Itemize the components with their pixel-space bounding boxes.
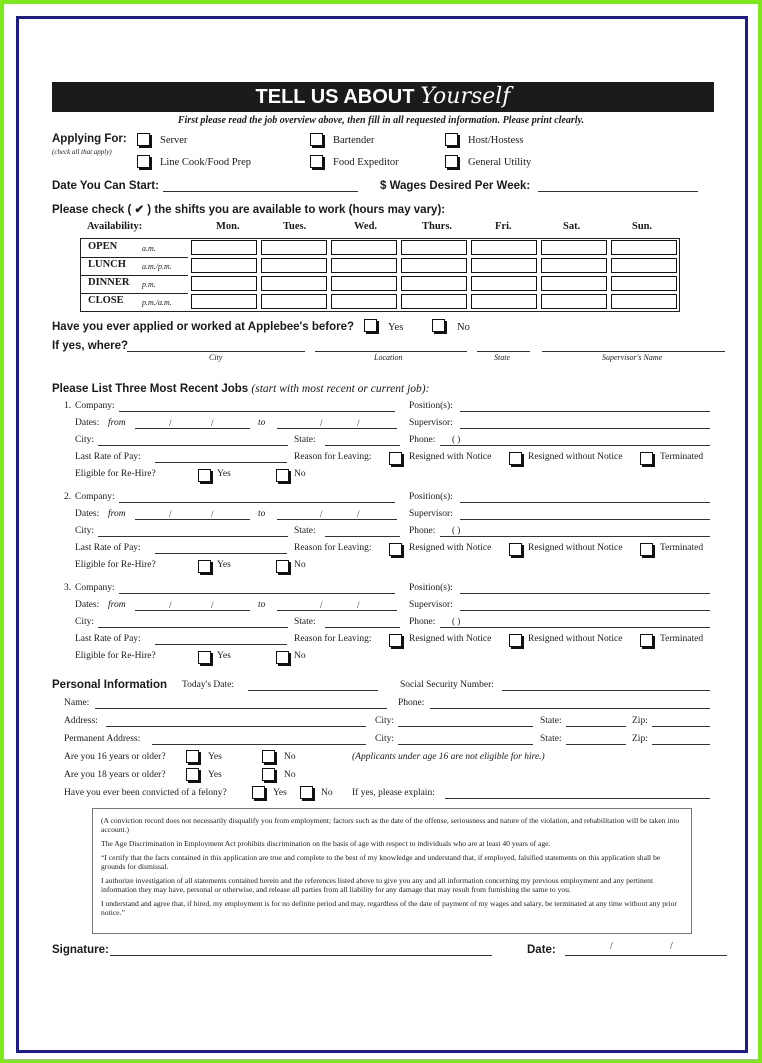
address-state-label: State: [540,734,562,744]
shift-name: OPEN [88,241,118,252]
shift-cell-open-0[interactable] [191,240,257,255]
general-utility-label: General Utility [468,157,532,168]
server-label: Server [160,135,188,146]
dates-label: Dates: [75,600,100,610]
resigned-without-label: Resigned without Notice [528,634,623,644]
date-slash: / [670,941,673,952]
from-date-field[interactable] [135,610,250,611]
address-state-label: State: [540,716,562,726]
supervisor-label: Supervisor: [409,509,453,519]
shifts-prompt: Please check ( ✔ ) the shifts you are available to work (hours may vary): [52,204,446,216]
felony-yes-checkbox[interactable] [252,786,265,799]
shift-cell-close-4[interactable] [471,294,537,309]
age16-yes-label: Yes [208,752,222,762]
shift-time: a.m. [142,244,156,253]
address-city-field[interactable] [398,744,533,745]
resigned-notice-checkbox[interactable] [389,452,402,465]
applying-for-label: Applying For: [52,133,127,145]
prior-question: Have you ever applied or worked at Applebee's before? [52,321,355,333]
city-field[interactable] [98,445,288,446]
explain-field[interactable] [445,798,710,799]
day-header: Sun. [632,221,653,232]
state-field[interactable] [325,445,400,446]
shift-cell-close-3[interactable] [401,294,467,309]
shift-cell-lunch-2[interactable] [331,258,397,273]
felony-no-label: No [321,788,333,798]
server-checkbox[interactable] [137,133,150,146]
resigned-without-notice-checkbox[interactable] [509,543,522,556]
shift-name: LUNCH [88,259,126,270]
resigned-without-label: Resigned without Notice [528,543,623,553]
disclaimer-at-will: I understand and agree that, if hired, my employment is for no definite period and may, regardless of the date of payment of my wages and salary, be terminated at any time without any prior notice.” [101,899,677,917]
shift-cell-dinner-6[interactable] [611,276,677,291]
shift-name: DINNER [88,277,130,288]
shift-cell-dinner-4[interactable] [471,276,537,291]
shift-cell-close-6[interactable] [611,294,677,309]
state-label: State: [294,617,316,627]
shift-cell-close-2[interactable] [331,294,397,309]
to-date-field[interactable] [277,610,397,611]
where-supervisor-field[interactable] [542,351,725,352]
state-label: State: [294,435,316,445]
today-date-field[interactable] [248,690,378,691]
terminated-checkbox[interactable] [640,543,653,556]
age16-yes-checkbox[interactable] [186,750,199,763]
position-label: Position(s): [409,583,453,593]
state-label: State: [294,526,316,536]
supervisor-field[interactable] [460,610,710,611]
address-city-field[interactable] [398,726,533,727]
availability-label: Availability: [87,221,143,232]
job-number: 3. [64,583,72,593]
area-code-parens: ( ) [452,616,461,626]
company-label: Company: [75,492,115,502]
rate-label: Last Rate of Pay: [75,634,141,644]
date-slash: / [211,509,214,519]
terminated-checkbox[interactable] [640,634,653,647]
age16-label: Are you 16 years or older? [64,752,166,762]
bartender-checkbox[interactable] [310,133,323,146]
city-label: City: [75,435,95,445]
address-zip-field[interactable] [652,744,710,745]
state-field[interactable] [325,627,400,628]
dates-label: Dates: [75,418,100,428]
rehire-yes-checkbox[interactable] [198,469,211,482]
disclaimer-box [92,808,692,934]
shift-time: a.m./p.m. [142,262,172,271]
rate-label: Last Rate of Pay: [75,543,141,553]
address-state-field[interactable] [566,726,626,727]
date-slash: / [169,509,172,519]
dates-label: Dates: [75,509,100,519]
company-label: Company: [75,583,115,593]
address-zip-label: Zip: [632,734,648,744]
shift-cell-lunch-4[interactable] [471,258,537,273]
date-slash: / [610,941,613,952]
supervisor-field[interactable] [460,428,710,429]
city-field[interactable] [98,627,288,628]
address-city-label: City: [375,734,395,744]
disclaimer-conviction: (A conviction record does not necessarily disqualify you from employment; factors such as the date of the offense, seriousness and nature of the violation, and rehabilitation will be taken into account.) [101,816,680,834]
start-date-field[interactable] [163,191,358,192]
address-zip-label: Zip: [632,716,648,726]
wages-field[interactable] [538,191,698,192]
signature-date-label: Date: [527,944,556,956]
phone-field[interactable] [440,627,710,628]
shift-cell-lunch-6[interactable] [611,258,677,273]
supervisor-label: Supervisor: [409,600,453,610]
date-slash: / [169,418,172,428]
from-label: from [108,509,126,519]
shift-time: p.m./a.m. [142,298,172,307]
row-divider [81,275,188,276]
line-cook-checkbox[interactable] [137,155,150,168]
supervisor-label: Supervisor: [409,418,453,428]
address-state-field[interactable] [566,744,626,745]
city-sublabel: City [209,353,223,362]
company-label: Company: [75,401,115,411]
rehire-no-checkbox[interactable] [276,469,289,482]
ssn-label: Social Security Number: [400,680,494,690]
row-divider [81,293,188,294]
company-field[interactable] [119,411,395,412]
line-cook-label: Line Cook/Food Prep [160,157,251,168]
where-city-field[interactable] [127,351,305,352]
shift-cell-dinner-3[interactable] [401,276,467,291]
rehire-label: Eligible for Re-Hire? [75,560,156,570]
phone-label: Phone: [409,435,436,445]
date-slash: / [357,600,360,610]
day-header: Tues. [283,221,307,232]
where-location-field[interactable] [315,351,467,352]
shift-cell-dinner-2[interactable] [331,276,397,291]
address-field[interactable] [106,726,366,727]
ssn-field[interactable] [502,690,710,691]
shift-cell-lunch-3[interactable] [401,258,467,273]
date-slash: / [169,600,172,610]
rate-field[interactable] [155,553,287,554]
resigned-notice-label: Resigned with Notice [409,543,492,553]
position-label: Position(s): [409,401,453,411]
supervisor-field[interactable] [460,519,710,520]
resigned-notice-label: Resigned with Notice [409,452,492,462]
area-code-parens: ( ) [452,434,461,444]
resigned-notice-label: Resigned with Notice [409,634,492,644]
date-slash: / [357,418,360,428]
age-note: (Applicants under age 16 are not eligible for hire.) [352,752,545,762]
city-field[interactable] [98,536,288,537]
age16-no-checkbox[interactable] [262,750,275,763]
phone-label: Phone: [398,698,425,708]
applying-note: (check all that apply) [52,148,112,156]
resigned-notice-checkbox[interactable] [389,634,402,647]
address-city-label: City: [375,716,395,726]
position-label: Position(s): [409,492,453,502]
rehire-yes-label: Yes [217,560,231,570]
host-label: Host/Hostess [468,135,524,146]
date-slash: / [211,418,214,428]
phone-field[interactable] [440,536,710,537]
to-label: to [258,509,266,519]
age18-yes-checkbox[interactable] [186,768,199,781]
today-date-label: Today's Date: [182,680,234,690]
date-slash: / [320,418,323,428]
food-expeditor-checkbox[interactable] [310,155,323,168]
rehire-yes-checkbox[interactable] [198,651,211,664]
signature-date-field[interactable] [565,955,727,956]
rehire-label: Eligible for Re-Hire? [75,651,156,661]
date-slash: / [320,509,323,519]
rate-label: Last Rate of Pay: [75,452,141,462]
signature-field[interactable] [110,955,492,956]
signature-label: Signature: [52,944,109,956]
age18-label: Are you 18 years or older? [64,770,166,780]
name-label: Name: [64,698,90,708]
position-field[interactable] [460,502,710,503]
title-script: Yourself [420,84,511,109]
company-field[interactable] [119,502,395,503]
disclaimer-certify: “I certify that the facts contained in this application are true and complete to the best of my knowledge and understand that, if employed, falsified statements on this application shall be grounds for dismissal. [101,853,661,871]
prior-yes-label: Yes [388,322,404,333]
disclaimer-authorize: I authorize investigation of all statements contained herein and the references listed above to give you any and all information concerning my previous employment and any pertinent information they may have, personal or otherwise, and release all parties from all liability for any damage that may result from furnishing the same to you. [101,876,654,894]
rehire-no-label: No [294,560,306,570]
explain-label: If yes, please explain: [352,788,435,798]
job-number: 2. [64,492,72,502]
from-label: from [108,600,126,610]
wages-label: $ Wages Desired Per Week: [380,180,531,192]
address-zip-field[interactable] [652,726,710,727]
city-label: City: [75,526,95,536]
reason-label: Reason for Leaving: [294,543,372,553]
phone-label: Phone: [409,526,436,536]
day-header: Mon. [216,221,240,232]
shift-cell-close-0[interactable] [191,294,257,309]
rehire-label: Eligible for Re-Hire? [75,469,156,479]
shift-cell-close-5[interactable] [541,294,607,309]
shift-cell-lunch-5[interactable] [541,258,607,273]
day-header: Wed. [354,221,378,232]
food-expeditor-label: Food Expeditor [333,157,399,168]
perm-address-field[interactable] [152,744,366,745]
terminated-checkbox[interactable] [640,452,653,465]
area-code-parens: ( ) [452,525,461,535]
shift-time: p.m. [142,280,156,289]
rate-field[interactable] [155,644,287,645]
resigned-without-label: Resigned without Notice [528,452,623,462]
where-label: If yes, where? [52,340,129,352]
start-date-label: Date You Can Start: [52,180,159,192]
date-slash: / [357,509,360,519]
disclaimer-age: The Age Discrimination in Employment Act prohibits discrimination on the basis of age with respect to individuals who are at least 40 years of age. [101,839,551,848]
perm-address-label: Permanent Address: [64,734,141,744]
shift-cell-dinner-1[interactable] [261,276,327,291]
reason-label: Reason for Leaving: [294,452,372,462]
day-header: Fri. [495,221,512,232]
company-field[interactable] [119,593,395,594]
rehire-yes-label: Yes [217,469,231,479]
row-divider [81,257,188,258]
prior-no-checkbox[interactable] [432,319,445,332]
age18-no-label: No [284,770,296,780]
state-field[interactable] [325,536,400,537]
age16-no-label: No [284,752,296,762]
terminated-label: Terminated [660,452,704,462]
jobs-heading-note: (start with most recent or current job): [251,383,430,395]
position-field[interactable] [460,593,710,594]
where-state-field[interactable] [477,351,530,352]
terminated-label: Terminated [660,634,704,644]
rehire-yes-label: Yes [217,651,231,661]
age18-no-checkbox[interactable] [262,768,275,781]
shift-cell-open-1[interactable] [261,240,327,255]
shift-cell-dinner-5[interactable] [541,276,607,291]
prior-yes-checkbox[interactable] [364,319,377,332]
rehire-no-checkbox[interactable] [276,560,289,573]
from-date-field[interactable] [135,519,250,520]
host-checkbox[interactable] [445,133,458,146]
rehire-yes-checkbox[interactable] [198,560,211,573]
terminated-label: Terminated [660,543,704,553]
phone-field[interactable] [440,445,710,446]
bartender-label: Bartender [333,135,375,146]
shift-cell-open-2[interactable] [331,240,397,255]
prior-no-label: No [457,322,470,333]
day-header: Sat. [563,221,581,232]
date-slash: / [320,600,323,610]
location-sublabel: Location [374,353,403,362]
shift-cell-dinner-0[interactable] [191,276,257,291]
job-number: 1. [64,401,72,411]
age18-yes-label: Yes [208,770,222,780]
to-label: to [258,600,266,610]
state-sublabel: State [494,353,510,362]
supervisor-sublabel: Supervisor's Name [602,353,663,362]
day-header: Thurs. [422,221,453,232]
city-label: City: [75,617,95,627]
general-utility-checkbox[interactable] [445,155,458,168]
rehire-no-label: No [294,469,306,479]
name-field[interactable] [95,708,387,709]
title-banner [52,82,714,112]
felony-label: Have you ever been convicted of a felony? [64,788,227,798]
shift-cell-open-4[interactable] [471,240,537,255]
from-date-field[interactable] [135,428,250,429]
shift-name: CLOSE [88,295,124,306]
shift-cell-lunch-0[interactable] [191,258,257,273]
phone-field[interactable] [430,708,710,709]
shift-cell-open-6[interactable] [611,240,677,255]
shift-cell-lunch-1[interactable] [261,258,327,273]
felony-yes-label: Yes [273,788,287,798]
resigned-notice-checkbox[interactable] [389,543,402,556]
title: TELL US ABOUT [255,86,415,108]
shift-cell-open-5[interactable] [541,240,607,255]
rate-field[interactable] [155,462,287,463]
shift-grid [80,238,680,312]
felony-no-checkbox[interactable] [300,786,313,799]
resigned-without-notice-checkbox[interactable] [509,634,522,647]
to-date-field[interactable] [277,519,397,520]
instructions: First please read the job overview above, then fill in all requested information. Please print clearly. [177,115,585,126]
position-field[interactable] [460,411,710,412]
reason-label: Reason for Leaving: [294,634,372,644]
date-slash: / [211,600,214,610]
shift-cell-close-1[interactable] [261,294,327,309]
from-label: from [108,418,126,428]
personal-heading: Personal Information [52,679,168,691]
rehire-no-label: No [294,651,306,661]
to-date-field[interactable] [277,428,397,429]
to-label: to [258,418,266,428]
address-label: Address: [64,716,98,726]
phone-label: Phone: [409,617,436,627]
resigned-without-notice-checkbox[interactable] [509,452,522,465]
shift-cell-open-3[interactable] [401,240,467,255]
jobs-heading: Please List Three Most Recent Jobs [52,383,249,395]
rehire-no-checkbox[interactable] [276,651,289,664]
